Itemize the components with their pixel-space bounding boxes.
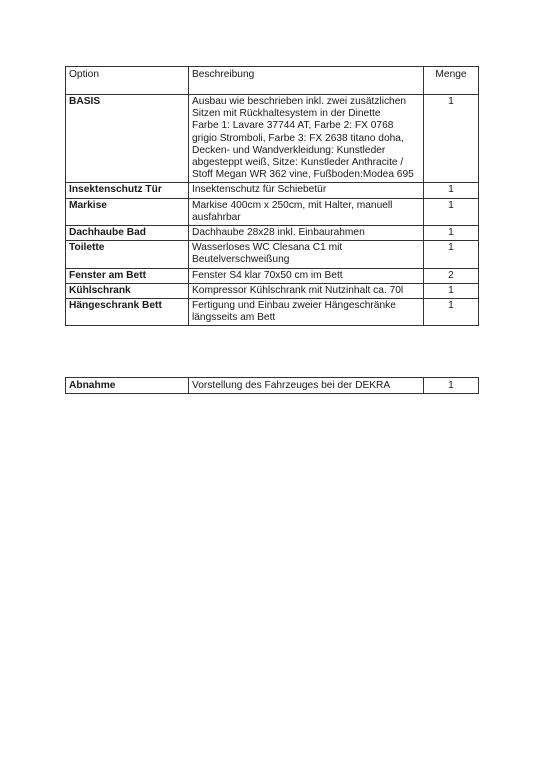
header-description: Beschreibung — [189, 67, 424, 95]
description-cell: Markise 400cm x 250cm, mit Halter, manuell ausfahrbar — [189, 198, 424, 225]
description-cell: Insektenschutz für Schiebetür — [189, 183, 424, 198]
quantity-cell: 2 — [424, 268, 479, 283]
description-cell: Fenster S4 klar 70x50 cm im Bett — [189, 268, 424, 283]
option-cell: Hängeschrank Bett — [66, 299, 189, 326]
option-cell: BASIS — [66, 95, 189, 183]
quantity-cell: 1 — [424, 95, 479, 183]
table-row — [66, 299, 479, 326]
description-cell: Ausbau wie beschrieben inkl. zwei zusätzlichen Sitzen mit Rückhaltesystem in der Dinette Farbe 1: Lavare 37744 AT, Farbe 2: FX 0768 grigio Stromboli, Farbe 3: FX 2638 titano doha, Decken- und Wandverkleidung: Kunstleder abgesteppt weiß, Sitze: Kunstleder Anthracite / Stoff Megan WR 362 vine, Fußboden:Modea 695 — [189, 95, 424, 183]
table-row — [66, 198, 479, 225]
quantity-cell: 1 — [424, 378, 479, 394]
options-table — [65, 66, 479, 326]
option-cell: Markise — [66, 198, 189, 225]
option-cell: Abnahme — [66, 378, 189, 394]
quantity-cell: 1 — [424, 183, 479, 198]
quantity-cell: 1 — [424, 226, 479, 241]
quantity-cell: 1 — [424, 241, 479, 268]
header-option: Option — [66, 67, 189, 95]
table-row — [66, 268, 479, 283]
acceptance-table — [65, 377, 479, 394]
option-cell: Fenster am Bett — [66, 268, 189, 283]
table-row — [66, 241, 479, 268]
quantity-cell: 1 — [424, 198, 479, 225]
table-row — [66, 378, 479, 394]
table-row — [66, 226, 479, 241]
table-row — [66, 183, 479, 198]
option-cell: Insektenschutz Tür — [66, 183, 189, 198]
table-header-row — [66, 67, 479, 95]
option-cell: Dachhaube Bad — [66, 226, 189, 241]
description-cell: Fertigung und Einbau zweier Hängeschränke längsseits am Bett — [189, 299, 424, 326]
description-cell: Vorstellung des Fahrzeuges bei der DEKRA — [189, 378, 424, 394]
table-row — [66, 283, 479, 298]
description-cell: Kompressor Kühlschrank mit Nutzinhalt ca. 70l — [189, 283, 424, 298]
quantity-cell: 1 — [424, 299, 479, 326]
description-cell: Wasserloses WC Clesana C1 mit Beutelverschweißung — [189, 241, 424, 268]
option-cell: Toilette — [66, 241, 189, 268]
quantity-cell: 1 — [424, 283, 479, 298]
header-quantity: Menge — [424, 67, 479, 95]
description-cell: Dachhaube 28x28 inkl. Einbaurahmen — [189, 226, 424, 241]
option-cell: Kühlschrank — [66, 283, 189, 298]
table-row — [66, 95, 479, 183]
